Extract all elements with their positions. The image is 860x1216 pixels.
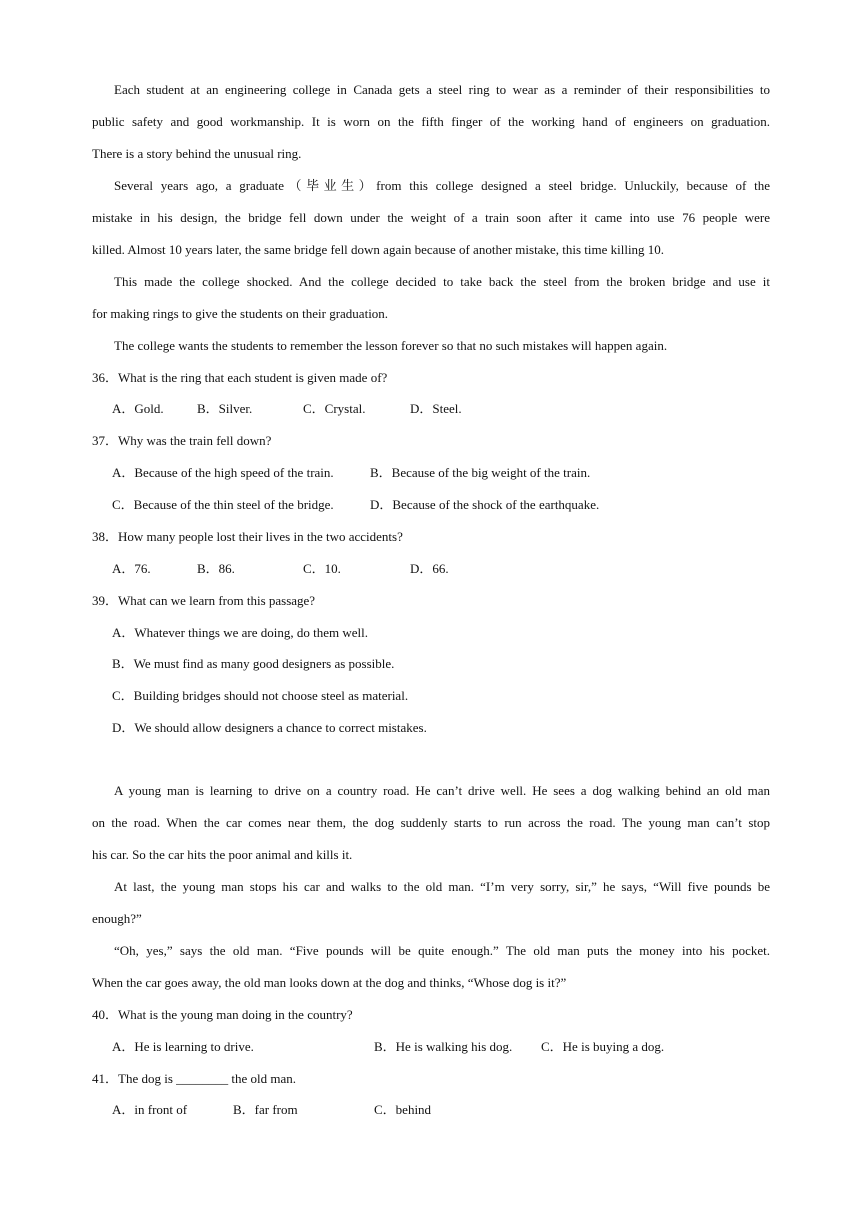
option-a[interactable]: A．Whatever things we are doing, do them well. [112,625,368,640]
option-b[interactable]: B．86. [197,561,235,576]
passage-2-p3-line-1: “Oh, yes,” says the old man. “Five pounds will be quite enough.” The old man puts the money into his pocket. [114,943,770,958]
passage-2-p1-line-1: A young man is learning to drive on a country road. He can’t drive well. He sees a dog walking behind an old man [114,783,770,798]
option-b[interactable]: B．Because of the big weight of the train. [370,465,591,480]
option-b[interactable]: B．He is walking his dog. [374,1039,513,1054]
option-c[interactable]: C．Because of the thin steel of the bridge. [112,497,334,512]
option-c[interactable]: C．He is buying a dog. [541,1039,665,1054]
question-stem: 40．What is the young man doing in the country? [92,1007,353,1022]
passage-2-p1-line-3: his car. So the car hits the poor animal and kills it. [92,847,353,862]
passage-1-p1-line-1: Each student at an engineering college in Canada gets a steel ring to wear as a reminder of their responsibilities to [114,82,770,97]
option-a[interactable]: A．in front of [112,1102,188,1117]
question-stem: 36．What is the ring that each student is given made of? [92,370,388,385]
passage-1-p2-line-1: Several years ago, a graduate（毕业生）from this college designed a steel bridge. Unluckily, because of the [114,178,770,193]
option-d[interactable]: D．66. [410,561,449,576]
passage-1-p4: The college wants the students to remember the lesson forever so that no such mistakes will happen again. [114,338,668,353]
option-c[interactable]: C．Crystal. [303,401,366,416]
option-d[interactable]: D．Steel. [410,401,462,416]
option-d[interactable]: D．We should allow designers a chance to correct mistakes. [112,720,427,735]
question-stem: 41．The dog is ________ the old man. [92,1071,297,1086]
passage-2-p1-line-2: on the road. When the car comes near them, the dog suddenly starts to run across the road. The young man can’t stop [92,815,770,830]
option-a[interactable]: A．Because of the high speed of the train. [112,465,334,480]
passage-1-p3-line-1: This made the college shocked. And the college decided to take back the steel from the broken bridge and use it [114,274,770,289]
option-b[interactable]: B．Silver. [197,401,253,416]
passage-2-p3-line-2: When the car goes away, the old man looks down at the dog and thinks, “Whose dog is it?” [92,975,567,990]
option-c[interactable]: C．behind [374,1102,432,1117]
option-c[interactable]: C．10. [303,561,341,576]
passage-1-p2-line-3: killed. Almost 10 years later, the same bridge fell down again because of another mistake, this time killing 10. [92,242,665,257]
question-stem: 39．What can we learn from this passage? [92,593,316,608]
option-c[interactable]: C．Building bridges should not choose steel as material. [112,688,409,703]
option-d[interactable]: D．Because of the shock of the earthquake. [370,497,600,512]
passage-2-p2-line-1: At last, the young man stops his car and walks to the old man. “I’m very sorry, sir,” he says, “Will five pounds be [114,879,770,894]
option-b[interactable]: B．We must find as many good designers as possible. [112,656,395,671]
option-a[interactable]: A．He is learning to drive. [112,1039,254,1054]
passage-2-p2-line-2: enough?” [92,911,142,926]
option-a[interactable]: A．Gold. [112,401,164,416]
passage-1-p3-line-2: for making rings to give the students on their graduation. [92,306,389,321]
passage-1-p1-line-3: There is a story behind the unusual ring. [92,146,302,161]
passage-1-p2-line-2: mistake in his design, the bridge fell down under the weight of a train soon after it came into use 76 people were [92,210,770,225]
option-a[interactable]: A．76. [112,561,151,576]
question-stem: 38．How many people lost their lives in the two accidents? [92,529,403,544]
option-b[interactable]: B．far from [233,1102,298,1117]
question-stem: 37．Why was the train fell down? [92,433,272,448]
passage-1-p1-line-2: public safety and good workmanship. It is worn on the fifth finger of the working hand of engineers on graduation. [92,114,770,129]
